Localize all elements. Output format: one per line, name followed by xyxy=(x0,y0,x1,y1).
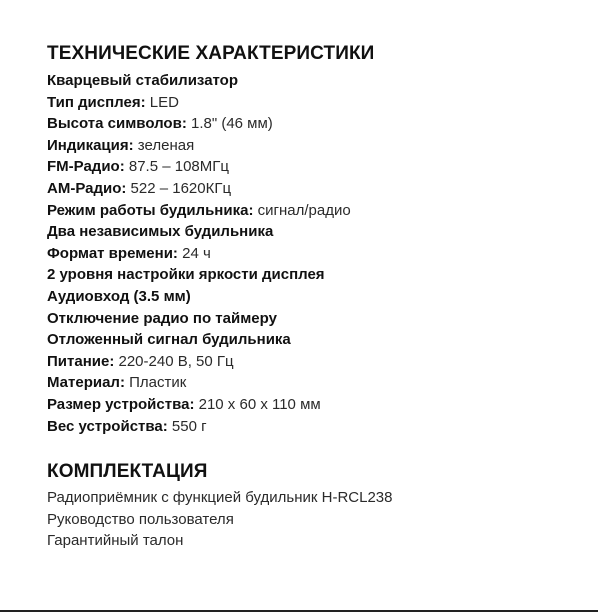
spec-item xyxy=(47,243,351,265)
spec-item xyxy=(47,264,351,286)
spec-value: 550 г xyxy=(171,417,207,435)
spec-label: Отключение радио по таймеру xyxy=(47,309,277,327)
kit-item: Радиоприёмник с функцией будильник H-RCL238 xyxy=(47,489,393,506)
spec-value: Пластик xyxy=(129,374,187,392)
spec-item xyxy=(47,178,351,200)
spec-label: Режим работы будильника: xyxy=(47,201,258,219)
bottom-divider xyxy=(0,610,598,612)
spec-label: Размер устройства: xyxy=(47,395,199,413)
spec-value: 1.8" (46 мм) xyxy=(190,115,273,133)
spec-label: Отложенный сигнал будильника xyxy=(47,331,291,349)
spec-value: зеленая xyxy=(137,136,195,154)
spec-label: Вес устройства: xyxy=(47,417,172,435)
spec-value: 220-240 В, 50 Гц xyxy=(118,352,234,370)
spec-item xyxy=(47,372,351,394)
spec-item xyxy=(47,70,351,92)
spec-label: Питание: xyxy=(47,352,119,370)
kit-item: Гарантийный талон xyxy=(47,532,184,550)
spec-value: 522 – 1620КГц xyxy=(130,179,232,197)
spec-item xyxy=(47,135,351,157)
spec-label: Материал: xyxy=(47,374,130,392)
kit-item: Руководство пользователя xyxy=(47,510,234,528)
spec-label: Тип дисплея: xyxy=(47,93,150,111)
specs-heading: ТЕХНИЧЕСКИЕ ХАРАКТЕРИСТИКИ xyxy=(47,43,375,64)
spec-item xyxy=(47,351,351,373)
spec-item xyxy=(47,286,351,308)
spec-value: 210 x 60 x 110 мм xyxy=(198,395,321,413)
spec-value: 24 ч xyxy=(182,244,211,262)
spec-item xyxy=(47,113,351,135)
spec-item xyxy=(47,200,351,222)
spec-item xyxy=(47,308,351,330)
spec-item xyxy=(47,394,351,416)
spec-label: Два независимых будильника xyxy=(47,223,274,241)
spec-label: Индикация: xyxy=(47,136,138,154)
spec-label: AM-Радио: xyxy=(47,179,131,197)
spec-value: сигнал/радио xyxy=(257,201,351,219)
spec-label: Аудиовход (3.5 мм) xyxy=(47,287,191,305)
spec-label: Высота символов: xyxy=(47,115,191,133)
kit-heading: КОМПЛЕКТАЦИЯ xyxy=(47,461,208,482)
spec-label: Кварцевый стабилизатор xyxy=(47,72,239,89)
spec-item xyxy=(47,416,351,438)
spec-item xyxy=(47,156,351,178)
spec-label: 2 уровня настройки яркости дисплея xyxy=(47,266,325,284)
spec-item xyxy=(47,92,351,114)
spec-item xyxy=(47,221,351,243)
spec-value: 87.5 – 108МГц xyxy=(128,158,229,176)
kit-list xyxy=(47,487,392,552)
spec-label: Формат времени: xyxy=(47,244,183,262)
spec-label: FM-Радио: xyxy=(47,158,129,176)
specs-list xyxy=(47,70,351,437)
spec-item xyxy=(47,329,351,351)
spec-value: LED xyxy=(149,93,179,111)
